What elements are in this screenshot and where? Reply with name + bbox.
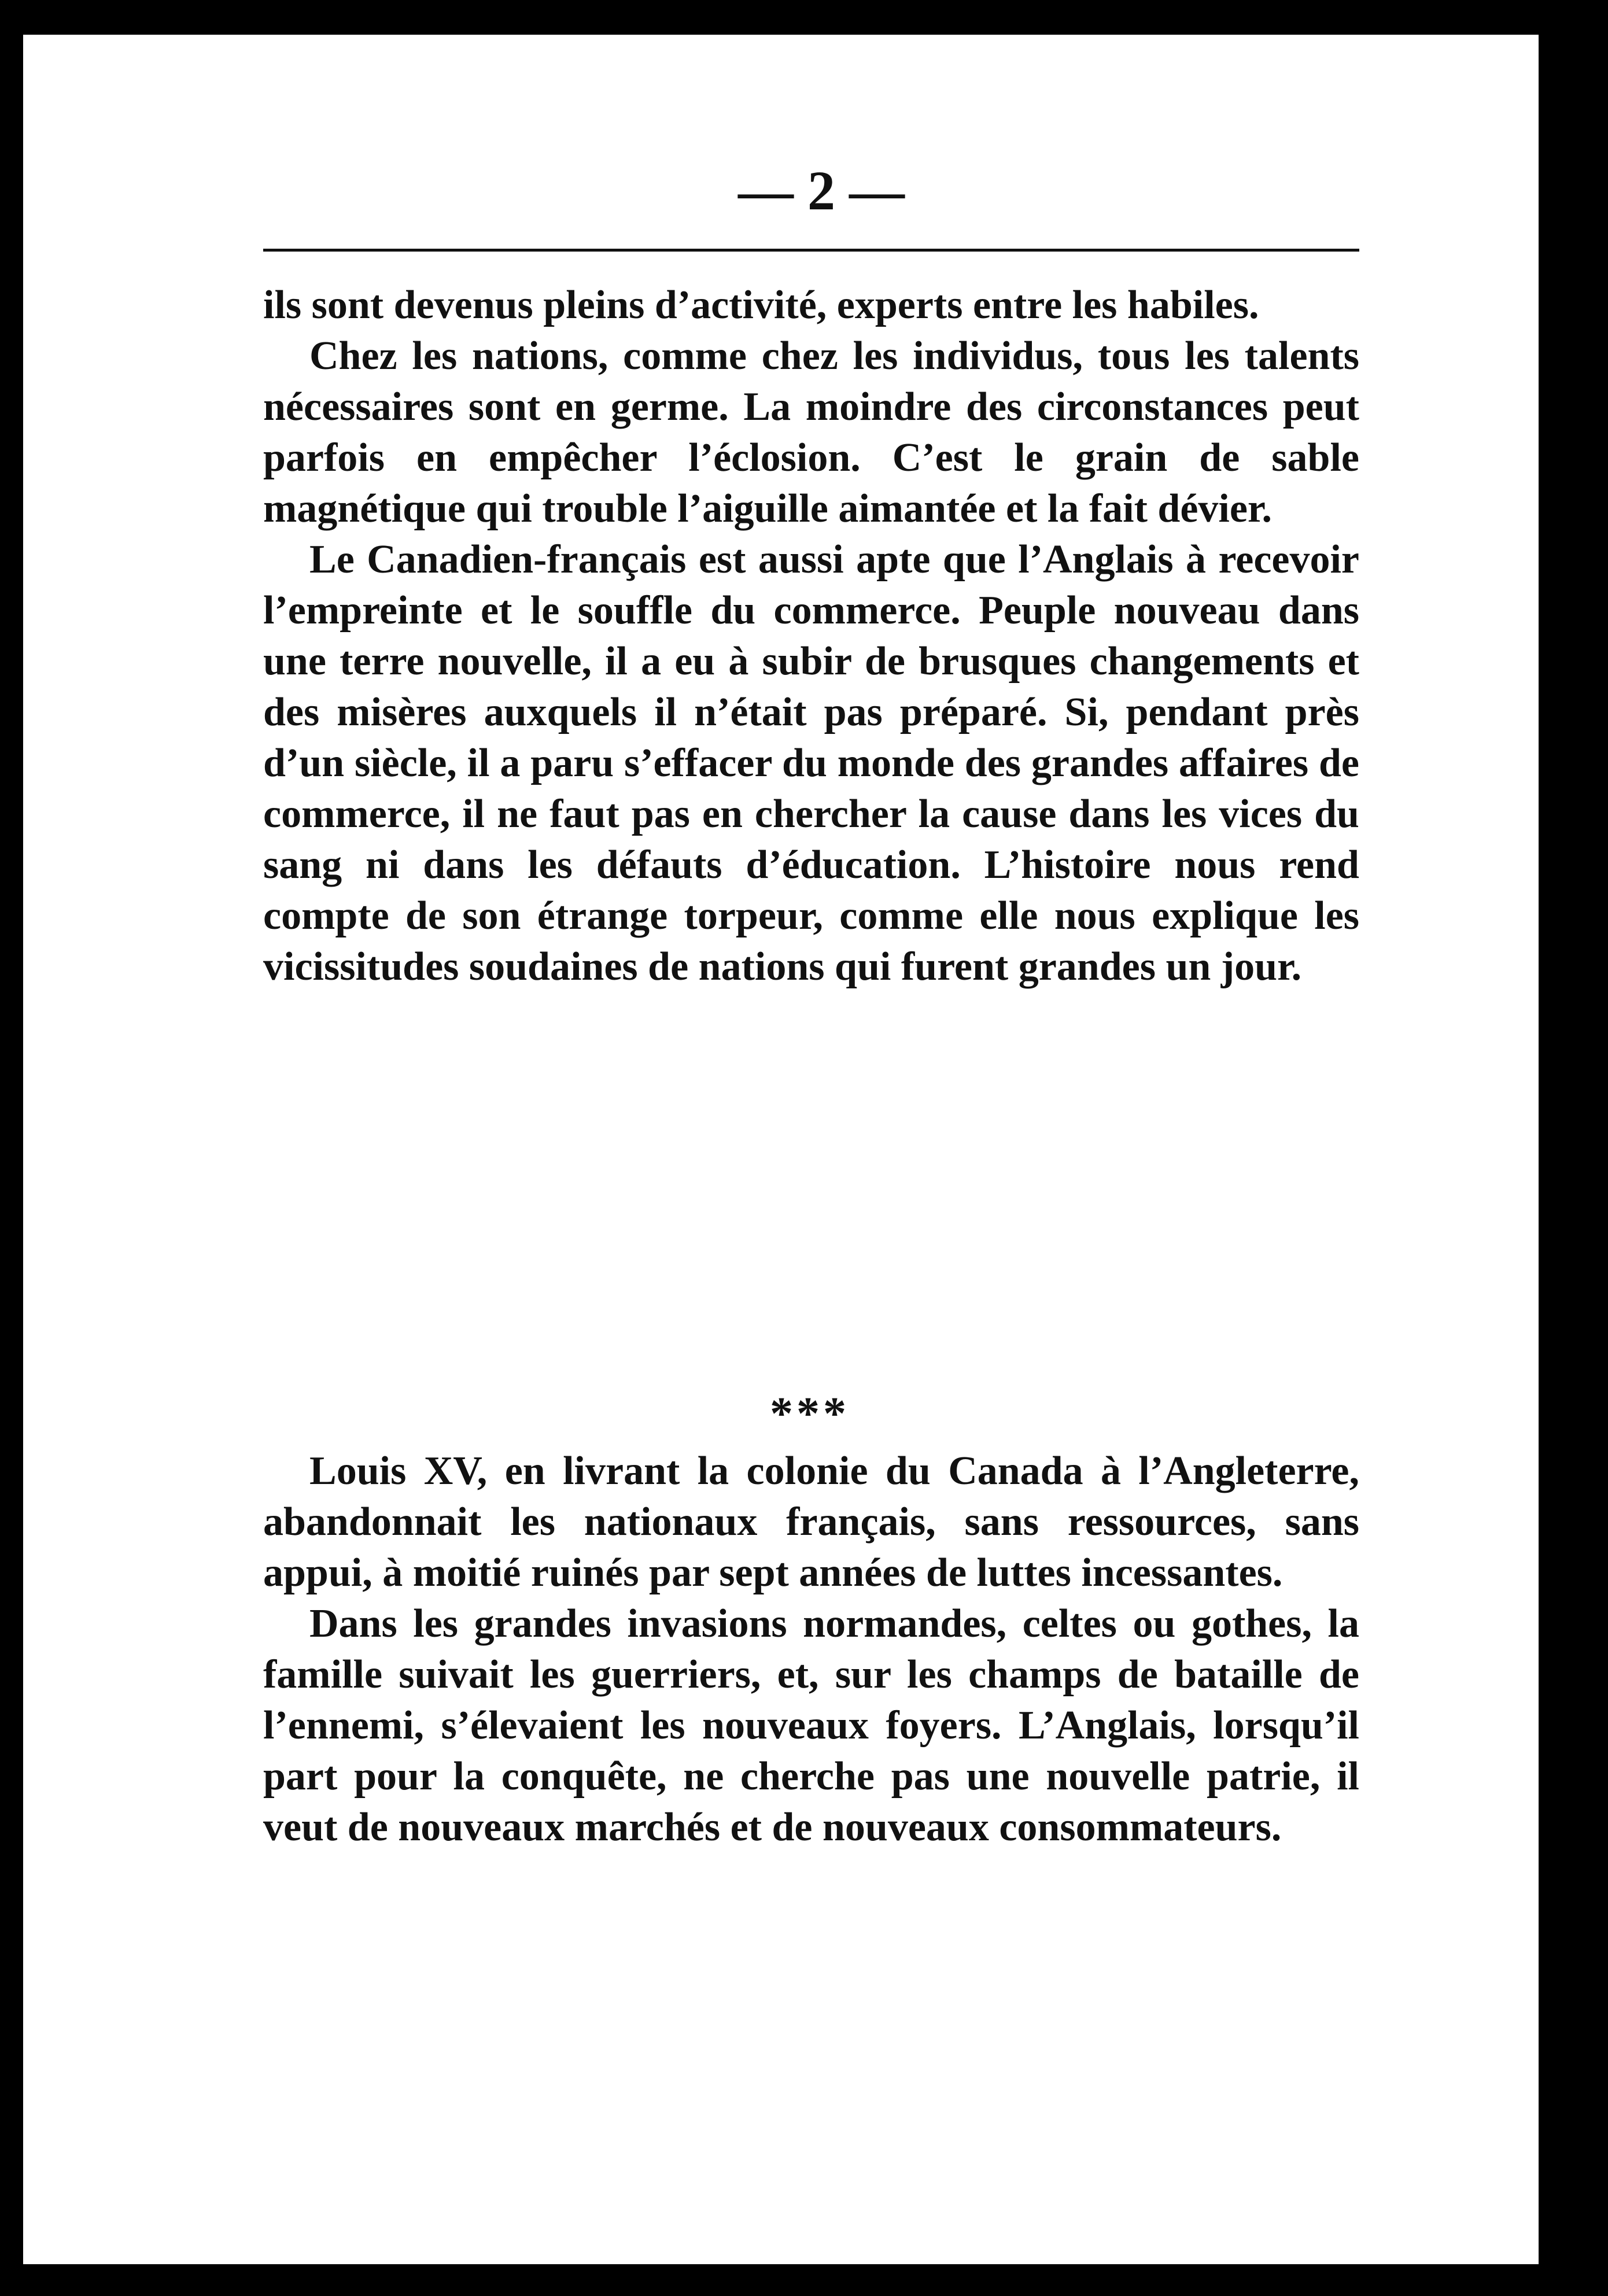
header-rule xyxy=(263,249,1359,252)
page-number: — 2 — xyxy=(738,160,905,222)
scan-border-top xyxy=(0,0,1608,35)
paragraph-invasions: Dans les grandes invasions normandes, celtes ou gothes, la famille suivait les guerriers, et, sur les champs de bataille de l’ennemi, s’élevaient les nouveaux foyers. L’Anglais, lorsqu’il part pour la conquête, ne cherche pas une nouvelle patrie, il veut de nouveaux marchés et de nouveaux consommateurs. xyxy=(263,1601,1359,1850)
asterism-separator: *** xyxy=(770,1389,850,1439)
text-block-upper xyxy=(263,280,1359,992)
paragraph-continuation: ils sont devenus pleins d’activité, experts entre les habiles. xyxy=(263,283,1259,327)
paragraph-nations: Chez les nations, comme chez les individus, tous les talents nécessaires sont en germe. La moindre des circonstances peut parfois en empêcher l’éclosion. C’est le grain de sable magnétique qui trouble l’aiguille aimantée et la fait dévier. xyxy=(263,334,1359,531)
paragraph-canadien-francais: Le Canadien-français est aussi apte que l’Anglais à recevoir l’empreinte et le souffle du commerce. Peuple nouveau dans une terre nouvelle, il a eu à subir de brusques changements et des misères auxquels il n’était pas préparé. Si, pendant près d’un siècle, il a paru s’effacer du monde des grandes affaires de commerce, il ne faut pas en chercher la cause dans les vices du sang ni dans les défauts d’éducation. L’histoire nous rend compte de son étrange torpeur, comme elle nous explique les vicissitudes soudaines de nations qui furent grandes un jour. xyxy=(263,537,1359,989)
scan-border-right xyxy=(1539,0,1608,2296)
scan-border-left xyxy=(0,0,23,2296)
scan-border-bottom xyxy=(0,2264,1608,2296)
text-block-lower xyxy=(263,1446,1359,1853)
paragraph-louis-xv: Louis XV, en livrant la colonie du Canada à l’Angleterre, abandonnait les nationaux français, sans ressources, sans appui, à moitié ruinés par sept années de luttes incessantes. xyxy=(263,1449,1359,1595)
